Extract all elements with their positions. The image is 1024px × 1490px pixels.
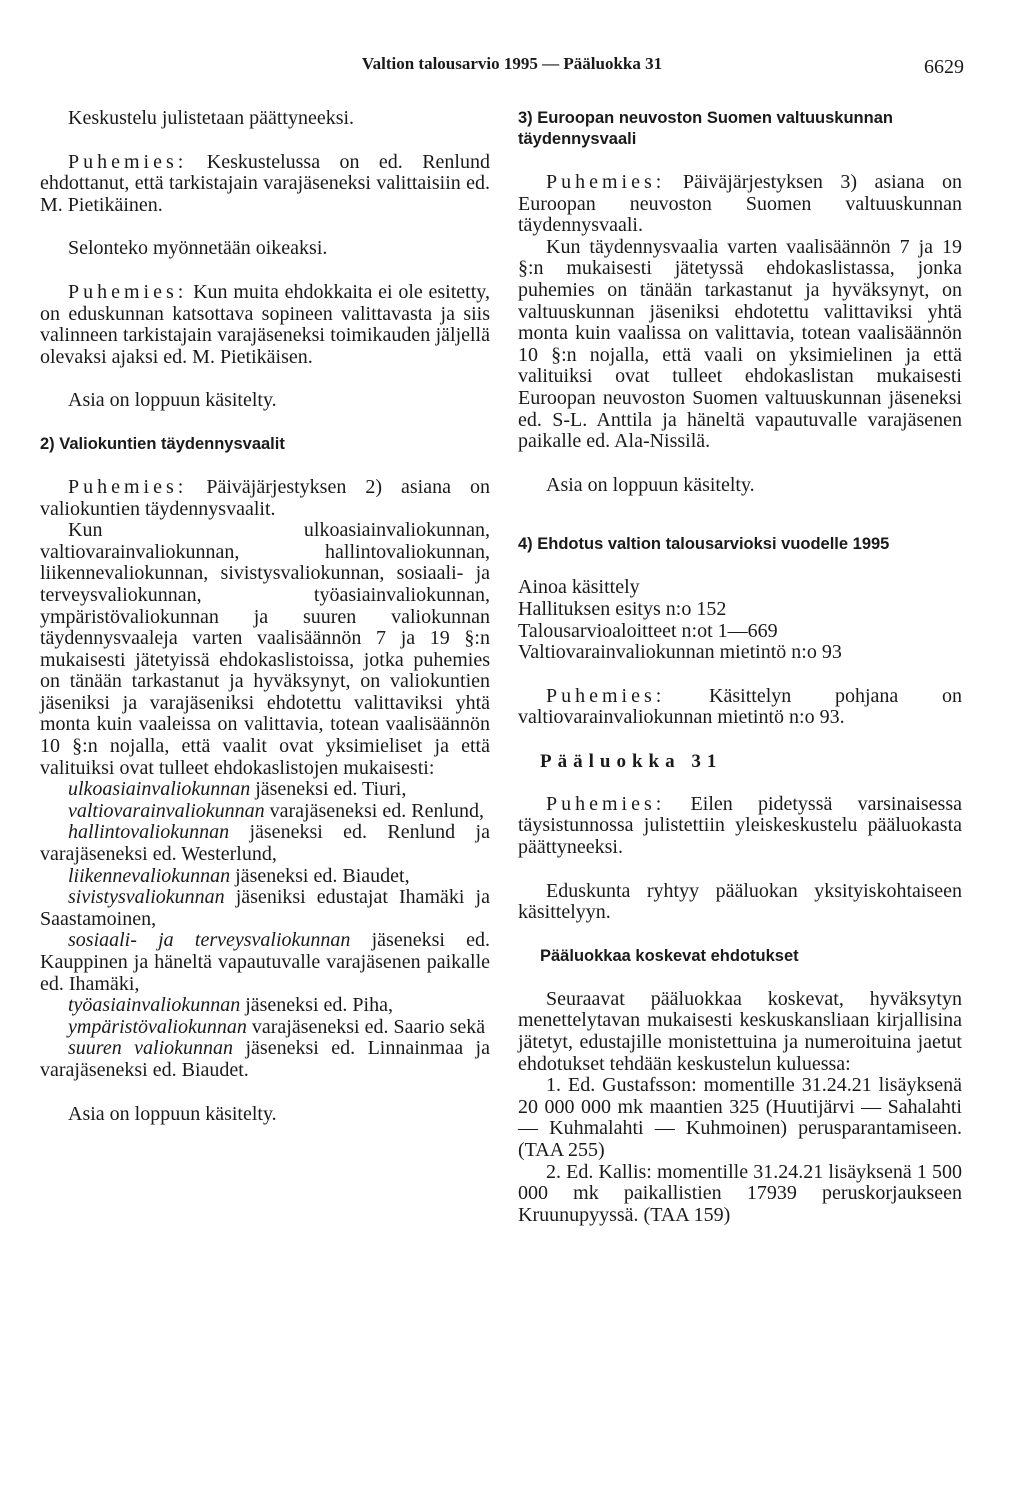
speaker-label: Puhemies: xyxy=(546,792,666,815)
paragraph: Selonteko myönnetään oikeaksi. xyxy=(68,237,328,260)
list-item xyxy=(40,930,490,995)
committee-name: sivistysvaliokunnan xyxy=(68,886,225,909)
speaker-label: Puhemies: xyxy=(68,150,188,173)
committee-name: ulkoasiainvaliokunnan xyxy=(68,778,251,801)
item-text: jäseneksi ed. Biaudet, xyxy=(230,864,410,887)
item-text: varajäseneksi ed. Renlund, xyxy=(264,799,485,822)
speaker-paragraph xyxy=(518,794,962,859)
election-results-list xyxy=(40,779,490,1081)
committee-name: hallintovaliokunnan xyxy=(68,821,230,844)
speech-text: Eilen pidetyssä varsinaisessa täysistunnossa julistettiin yleiskeskustelu pääluokasta päättyneeksi. xyxy=(518,792,962,859)
committee-name: työasiainvaliokunnan xyxy=(68,994,241,1017)
speech-text: Päiväjärjestyksen 3) asiana on Euroopan neuvoston Suomen valtuuskunnan täydennysvaali. xyxy=(518,171,962,237)
speaker-label: Puhemies: xyxy=(546,684,666,707)
paragraph: Eduskunta ryhtyy pääluokan yksityiskohtaiseen käsittelyyn. xyxy=(518,879,962,924)
paragraph: Asia on loppuun käsitelty. xyxy=(68,389,277,412)
agenda-info xyxy=(518,577,962,663)
speech-text: Kun muita ehdokkaita ei ole esitetty, on eduskunnan katsottava sopineen valittavasta ja siis valinneen tarkistajain varajäseneksi toimikauden jäljellä olevaksi ajaksi ed. M. Pietikäisen. xyxy=(40,280,490,368)
item-text: varajäseneksi ed. Saario sekä xyxy=(246,1015,486,1038)
paragraph: Keskustelu julistetaan päättyneeksi. xyxy=(68,107,355,129)
item-text: jäseneksi ed. Piha, xyxy=(240,994,393,1017)
list-item xyxy=(40,779,490,801)
committee-name: liikennevaliokunnan xyxy=(68,864,231,887)
proposal-item: 1. Ed. Gustafsson: momentille 31.24.21 lisäyksenä 20 000 000 mk maantien 325 (Huutijärvi — Sahalahti — Kuhmalahti — Kuhmoinen) perusparantamiseen. (TAA 255) xyxy=(518,1074,962,1161)
speaker-paragraph xyxy=(40,282,490,368)
speaker-label: Puhemies: xyxy=(68,280,188,303)
item-text: jäseneksi ed. Linnainmaa ja varajäseneksi ed. Biaudet. xyxy=(40,1037,490,1081)
paragraph: Kun täydennysvaalia varten vaalisäännön 7 ja 19 §:n mukaisesti jätetyssä ehdokaslistassa, jonka puhemies on tänään tarkastanut ja hyväksynyt, on valtuuskunnan jäseniksi ehdotettu valittaviksi yhtä monta kuin vaalissa on valittavia, totean vaalisäännön 10 §:n nojalla, että vaali on yksimielinen ja että valituiksi ovat tulleet ehdokaslistan mukaisesti Euroopan neuvoston Suomen valtuuskunnan jäseneksi ed. S-L. Anttila ja häneltä vapautuvalle varajäsenen paikalle ed. Ala-Nissilä. xyxy=(518,235,962,453)
committee-name: valtiovarainvaliokunnan xyxy=(68,799,265,822)
item-text: jäseneksi ed. Renlund ja varajäseneksi ed. Westerlund, xyxy=(40,821,490,866)
item-text: jäseneksi ed. Kauppinen ja häneltä vapautuvalle varajäsenen paikalle ed. Ihamäki, xyxy=(40,929,491,995)
info-line: Ainoa käsittely xyxy=(518,576,640,599)
item-text: jäseneksi ed. Tiuri, xyxy=(250,778,407,801)
section-heading: 2) Valiokuntien täydennysvaalit xyxy=(40,434,285,453)
speaker-label: Puhemies: xyxy=(68,475,188,498)
list-item xyxy=(40,822,490,865)
speaker-paragraph xyxy=(40,152,490,217)
section-heading: Pääluokka 31 xyxy=(540,750,723,772)
speech-text: Käsittelyn pohjana on valtiovarainvaliokunnan mietintö n:o 93. xyxy=(518,684,962,729)
paragraph: Kun ulkoasiainvaliokunnan, valtiovarainvaliokunnan, hallintovaliokunnan, liikennevaliokunnan, sivistysvaliokunnan, sosiaali- ja terveysvaliokunnan, työasiainvaliokunnan, ympäristövaliokunnan ja suuren valiokunnan täydennysvaaleja varten vaalisäännön 7 ja 19 §:n mukaisesti jätetyissä ehdokaslistoissa, jotka puhemies on tänään tarkastanut ja hyväksynyt, on valiokuntien jäseniksi ja varajäseniksi ehdotettu valittaviksi yhtä monta kuin vaaleissa on valittavia, totean vaalisäännön 10 §:n nojalla, että vaalit ovat yksimieliset ja että valituiksi ovat tulleet ehdokaslistojen mukaisesti: xyxy=(40,519,490,779)
left-column xyxy=(40,108,490,1125)
list-item xyxy=(40,866,490,888)
info-line: Talousarvioaloitteet n:ot 1—669 xyxy=(518,619,778,642)
paragraph: Seuraavat pääluokkaa koskevat, hyväksytyn menettelytavan mukaisesti keskuskansliaan kirjallisina jätetyt, edustajille monistettuina ja numeroituina jaetut ehdotukset tehdään keskustelun kuluessa: xyxy=(518,987,962,1075)
list-item xyxy=(40,1038,490,1081)
list-item xyxy=(40,887,490,930)
paragraph: Asia on loppuun käsitelty. xyxy=(68,1102,277,1125)
section-heading: Pääluokkaa koskevat ehdotukset xyxy=(540,946,799,965)
speaker-paragraph xyxy=(518,686,962,729)
speech-text: Päiväjärjestyksen 2) asiana on valiokuntien täydennysvaalit. xyxy=(40,475,490,520)
paragraph: Asia on loppuun käsitelty. xyxy=(546,473,755,496)
info-line: Valtiovarainvaliokunnan mietintö n:o 93 xyxy=(518,641,842,664)
item-text: jäseniksi edustajat Ihamäki ja Saastamoinen, xyxy=(40,886,490,930)
info-line: Hallituksen esitys n:o 152 xyxy=(518,597,727,620)
page-header xyxy=(0,54,1024,84)
speaker-label: Puhemies: xyxy=(546,171,666,193)
committee-name: ympäristövaliokunnan xyxy=(68,1015,247,1038)
list-item xyxy=(40,995,490,1017)
section-heading: 4) Ehdotus valtion talousarvioksi vuodelle 1995 xyxy=(518,535,890,554)
list-item xyxy=(40,1017,490,1039)
list-item xyxy=(40,801,490,823)
proposal-item: 2. Ed. Kallis: momentille 31.24.21 lisäyksenä 1 500 000 mk paikallistien 17939 peruskorjaukseen Kruunupyyssä. (TAA 159) xyxy=(518,1160,962,1226)
speaker-paragraph xyxy=(40,477,490,520)
right-column xyxy=(518,108,962,1226)
committee-name: sosiaali- ja terveysvaliokunnan xyxy=(68,929,351,952)
speaker-paragraph xyxy=(518,172,962,237)
committee-name: suuren valiokunnan xyxy=(68,1037,234,1060)
running-title: Valtion talousarvio 1995 — Pääluokka 31 xyxy=(361,54,663,73)
section-heading: 3) Euroopan neuvoston Suomen valtuuskunnan täydennysvaali xyxy=(518,109,893,148)
speech-text: Keskustelussa on ed. Renlund ehdottanut, että tarkistajain varajäseneksi valittaisiin ed. M. Pietikäinen. xyxy=(40,150,490,216)
page-number: 6629 xyxy=(924,56,964,78)
